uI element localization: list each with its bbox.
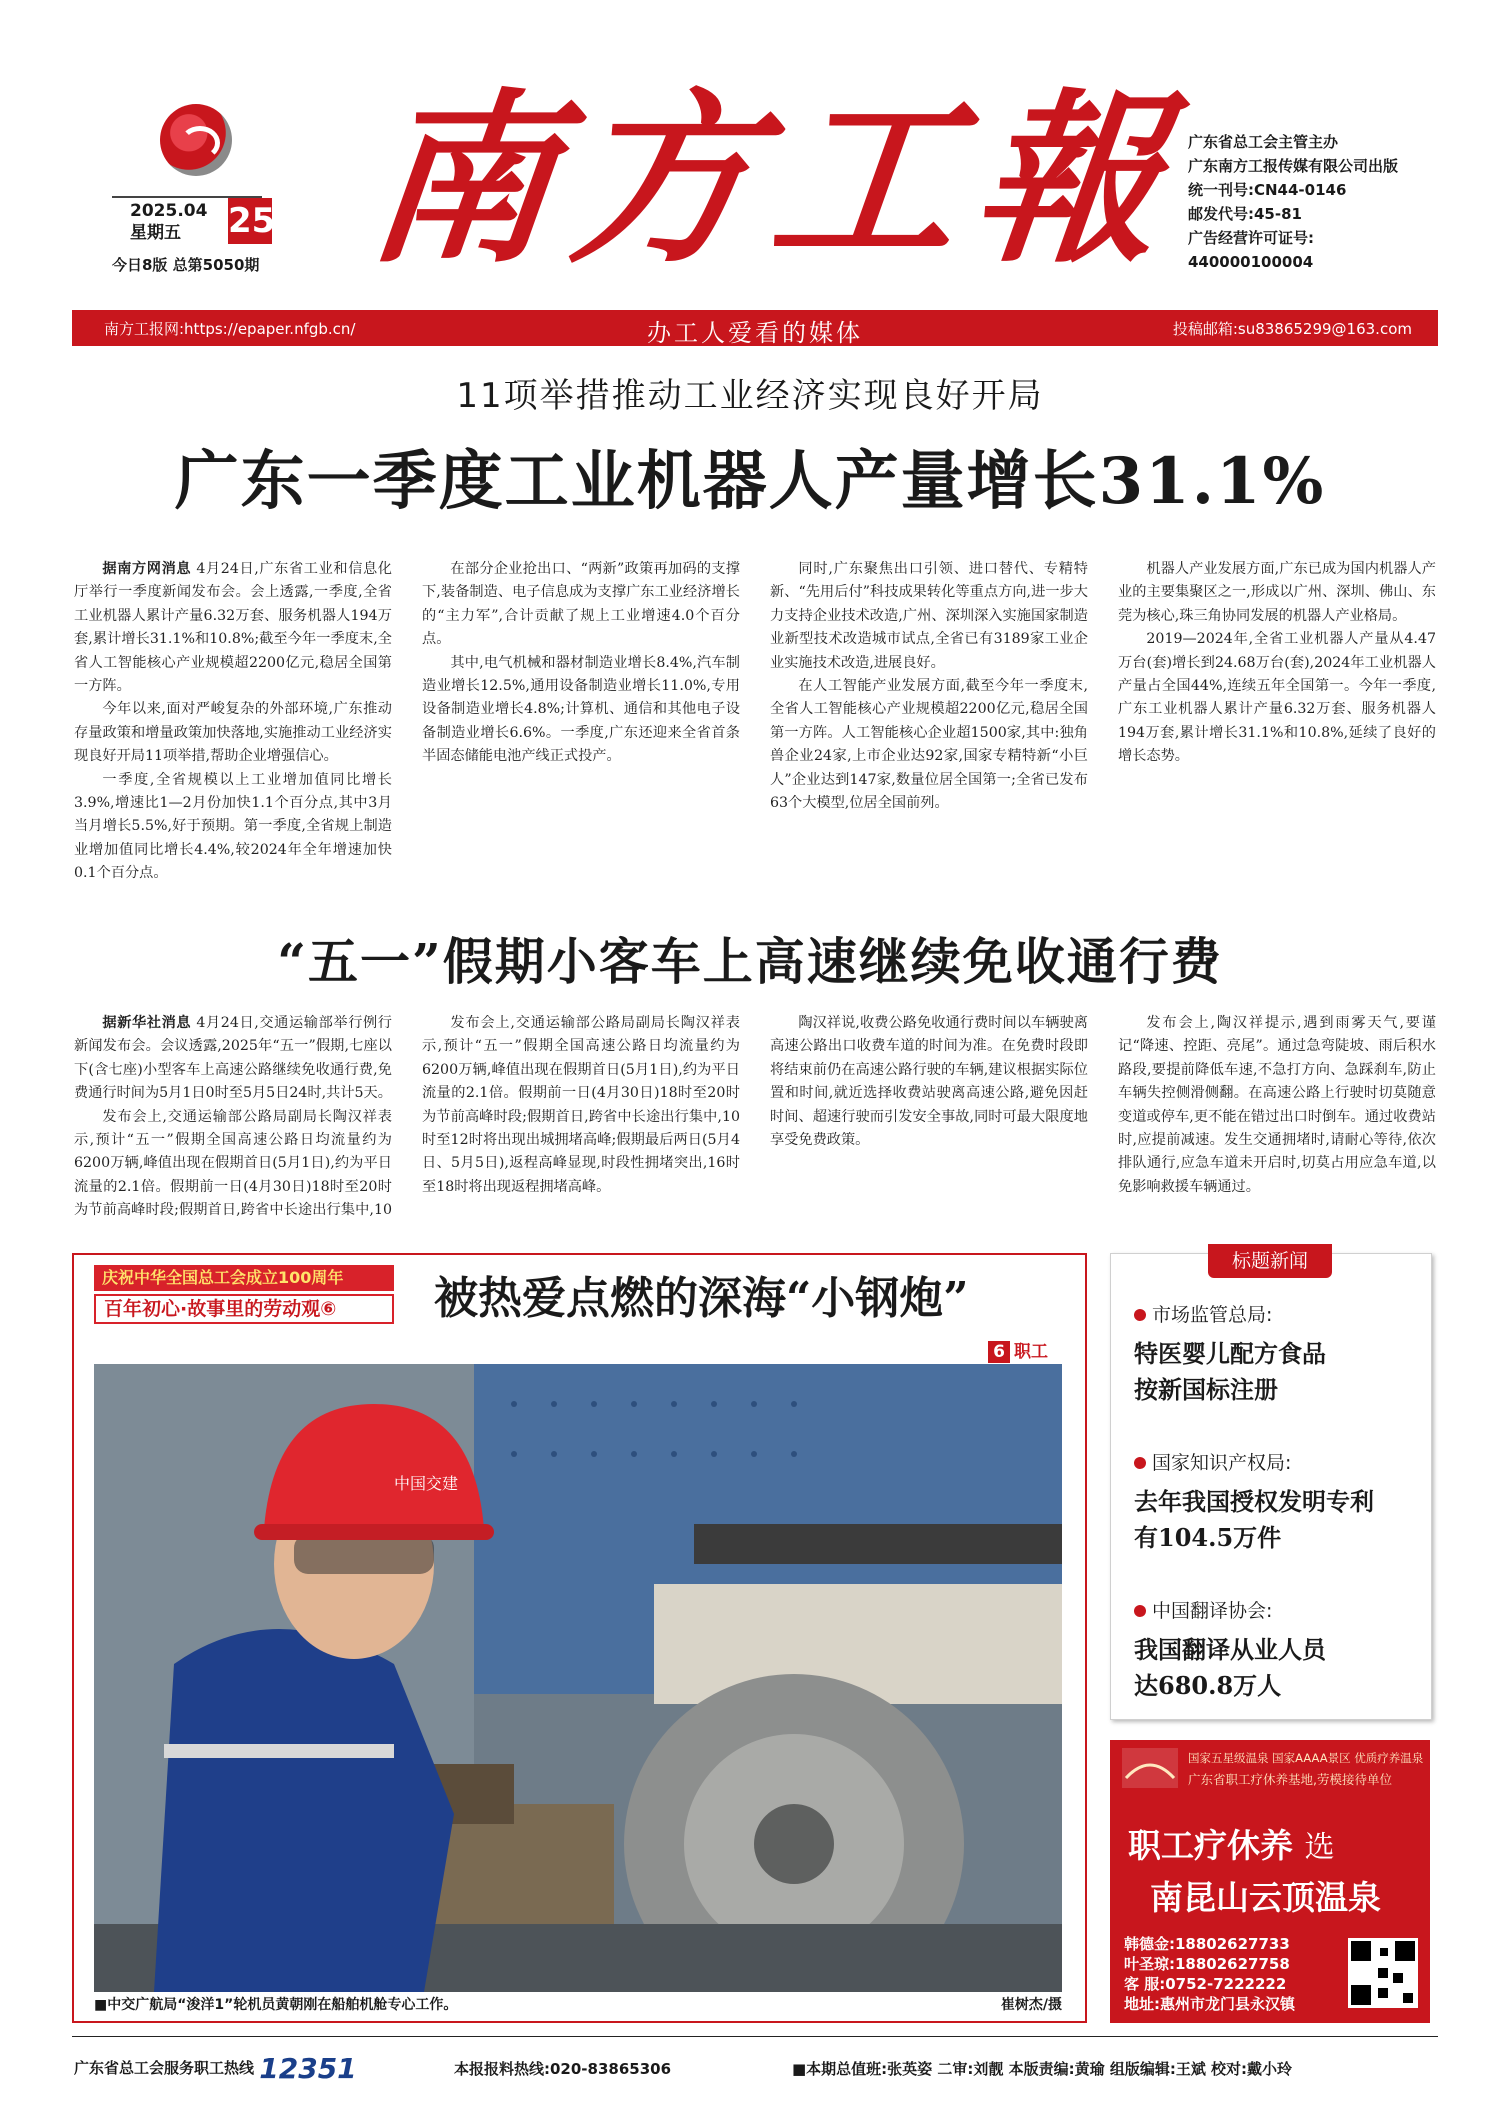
- qr-code-icon[interactable]: [1348, 1938, 1418, 2008]
- publisher-info: 广东省总工会主管主办 广东南方工报传媒有限公司出版 统一刊号:CN44-0146 邮发代号:45-81 广告经营许可证号: 440000100004: [1188, 133, 1399, 271]
- brief-source-3: 中国翻译协会:: [1134, 1596, 1272, 1623]
- submission-email[interactable]: 投稿邮箱:su83865299@163.com: [1172, 320, 1412, 338]
- helmet-label: 中国交建: [394, 1474, 459, 1493]
- edition-info: 今日8版 总第5050期: [112, 256, 260, 274]
- article1-column-2: 在部分企业抢出口、“两新”政策再加码的支撑下,装备制造、电子信息成为支撑广东工业经济增长的“主力军”,合计贡献了规上工业增速4.0个百分点。 其中,电气机械和器材制造业增长8.4%,汽车制造业增长12.5%,通用设备制造业增长11.0%,专用设备制造业增长4.8%;计算机、通信和其他电子设备制造业增长6.6%。一季度,广东还迎来全省首条半固态储能电池产线正式投产。: [422, 561, 740, 765]
- newspaper-logo-icon: [160, 104, 232, 176]
- article2-column-3: 陶汉祥说,收费公路免收通行费时间以车辆驶离高速公路出口收费车道的时间为准。在免费时段即将结束前仍在高速公路行驶的车辆,建议根据实际位置和时间,就近选择收费站驶离高速公路,避免因赶时间、超速行驶而引发安全事故,同时可最大限度地享受免费政策。: [770, 1015, 1088, 1149]
- issue-date: 2025.04 星期五: [130, 201, 208, 243]
- resort-logo-icon: [1122, 1748, 1178, 1788]
- ad-contacts: 韩德金:18802627733 叶圣琼:18802627758 客 服:0752-7222222 地址:惠州市龙门县永汉镇: [1124, 1935, 1295, 2013]
- ad-tagline-2: 广东省职工疗休养基地,劳模接待单位: [1188, 1772, 1392, 1787]
- page-name: 职工: [1014, 1342, 1048, 1362]
- photo-credit: 崔树杰/摄: [1000, 1997, 1062, 2013]
- feature-title: 被热爱点燃的深海“小钢炮”: [434, 1273, 969, 1324]
- ad-headline-2: 南昆山云顶温泉: [1150, 1878, 1381, 1917]
- brief-headline-2[interactable]: 去年我国授权发明专利 有104.5万件: [1134, 1487, 1374, 1552]
- masthead-banner: [72, 310, 1438, 346]
- article2-column-4: 发布会上,陶汉祥提示,遇到雨雾天气,要谨记“降速、控距、亮尾”。通过急弯陡坡、雨后积水路段,要提前降低车速,不急打方向、急踩刹车,防止车辆失控侧滑侧翻。在高速公路上行驶时切莫随意变道或停车,更不能在错过出口时倒车。通过收费站时,应提前减速。发生交通拥堵时,请耐心等待,依次排队通行,应急车道未开启时,切莫占用应急车道,以免影响救援车辆通过。: [1118, 1015, 1436, 1195]
- article1-column-3: 同时,广东聚焦出口引领、进口替代、专精特新、“先用后付”科技成果转化等重点方向,进一步大力支持企业技术改造,广州、深圳深入实施国家制造业新型技术改造城市试点,全省已有3189家工业企业实施技术改造,进展良好。 在人工智能产业发展方面,截至今年一季度末,全省人工智能核心产业规模超2200亿元,稳居全国第一方阵。人工智能核心企业超1500家,其中:独角兽企业24家,上市企业达92家,国家专精特新“小巨人”企业达到147家,数量位居全国第一;全省已发布63个大模型,位居全国前列。: [770, 561, 1088, 812]
- brief-source-1: 市场监管总局:: [1134, 1300, 1272, 1327]
- slogan: 办工人爱看的媒体: [647, 319, 863, 347]
- article1-source: 据南方网消息: [102, 561, 192, 577]
- article2-column-2: 发布会上,交通运输部公路局副局长陶汉祥表示,预计“五一”假期全国高速公路日均流量约为6200万辆,峰值出现在假期首日(5月1日),约为平日流量的2.1倍。假期前一日(4月30日)18时至20时为节前高峰时段;假期首日,跨省中长途出行集中,10时至12时将出现出城拥堵高峰;假期最后两日(5月4日、5月5日),返程高峰显现,时段性拥堵突出,16时至18时将出现返程拥堵高峰。: [422, 1015, 740, 1195]
- page-number: 6: [988, 1341, 1010, 1363]
- centenary-badge: 庆祝中华全国总工会成立100周年: [94, 1265, 394, 1291]
- brief-headline-1[interactable]: 特医婴儿配方食品 按新国标注册: [1134, 1339, 1326, 1404]
- masthead-title: 南方工報: [358, 72, 1190, 288]
- article1-subhead: 11项举措推动工业经济实现良好开局: [456, 376, 1044, 416]
- hot-spring-ad[interactable]: [1110, 1740, 1430, 2023]
- bullet-icon: [1134, 1309, 1146, 1321]
- feature-photo: [94, 1364, 1062, 1992]
- worker-lathe-illustration: [94, 1364, 1062, 1992]
- bullet-icon: [1134, 1457, 1146, 1469]
- page-reference[interactable]: [988, 1337, 1048, 1363]
- hotline-number: 12351: [259, 2052, 357, 2085]
- article1-column-1: 据南方网消息 4月24日,广东省工业和信息化厅举行一季度新闻发布会。会上透露,一季度,全省工业机器人累计产量6.32万套、服务机器人194万套,累计增长31.1%和10.8%;截至今年一季度末,全省人工智能核心产业规模超2200亿元,稳居全国第一方阵。 今年以来,面对严峻复杂的外部环境,广东推动存量政策和增量政策加快落地,实施推动工业经济实现良好开局11项举措,帮助企业增强信心。 一季度,全省规模以上工业增加值同比增长3.9%,增速比1—2月份加快1.1个百分点,其中3月当月增长5.5%,好于预期。第一季度,全省规上制造业增加值同比增长4.4%,较2024年全年增速加快0.1个百分点。: [74, 561, 392, 882]
- article2-column-1: 据新华社消息 4月24日,交通运输部举行例行新闻发布会。会议透露,2025年“五一”假期,七座以下(含七座)小型客车上高速公路继续免收通行费,免费通行时间为5月1日0时至5月5日24时,共计5天。 发布会上,交通运输部公路局副局长陶汉祥表示,预计“五一”假期全国高速公路日均流量约为6200万辆,峰值出现在假期首日(5月1日),约为平日流量的2.1倍。假期前一日(4月30日)18时至20时为节前高峰时段;假期首日,跨省中长途出行集中,10: [74, 1015, 392, 1219]
- ad-headline-1: 职工疗休养 选: [1128, 1826, 1335, 1865]
- report-hotline: 本报报料热线:020-83865306: [454, 2060, 672, 2078]
- headline-news-tab: 标题新闻: [1208, 1244, 1332, 1278]
- bullet-icon: [1134, 1605, 1146, 1617]
- article2-source: 据新华社消息: [102, 1015, 192, 1031]
- brief-headline-3[interactable]: 我国翻译从业人员 达680.8万人: [1134, 1635, 1326, 1700]
- article1-column-4: 机器人产业发展方面,广东已成为国内机器人产业的主要集聚区之一,形成以广州、深圳、佛山、东莞为核心,珠三角协同发展的机器人产业格局。 2019—2024年,全省工业机器人产量从4.47万台(套)增长到24.68万台(套),2024年工业机器人产量占全国44%,连续五年全国第一。今年一季度,广东工业机器人累计产量6.32万套、服务机器人194万套,累计增长31.1%和10.8%,延续了良好的增长态势。: [1118, 561, 1436, 765]
- series-badge: 百年初心·故事里的劳动观⑥: [94, 1294, 394, 1324]
- article1-headline: 广东一季度工业机器人产量增长31.1%: [174, 444, 1326, 519]
- issue-day: 25: [228, 198, 272, 244]
- editor-credits: ■本期总值班:张英姿 二审:刘靓 本版责编:黄瑜 组版编辑:王斌 校对:戴小玲: [792, 2060, 1293, 2078]
- brief-source-2: 国家知识产权局:: [1134, 1448, 1291, 1475]
- ad-tagline-1: 国家五星级温泉 国家AAAA景区 优质疗养温泉: [1188, 1751, 1424, 1765]
- service-hotline: 广东省总工会服务职工热线 12351: [74, 2052, 357, 2085]
- footer-divider: [72, 2036, 1438, 2037]
- website-link[interactable]: 南方工报网:https://epaper.nfgb.cn/: [104, 320, 356, 338]
- photo-caption: ■中交广航局“浚洋1”轮机员黄朝刚在船舶机舱专心工作。 崔树杰/摄: [94, 1994, 1062, 2016]
- article2-headline: “五一”假期小客车上高速继续免收通行费: [277, 932, 1223, 991]
